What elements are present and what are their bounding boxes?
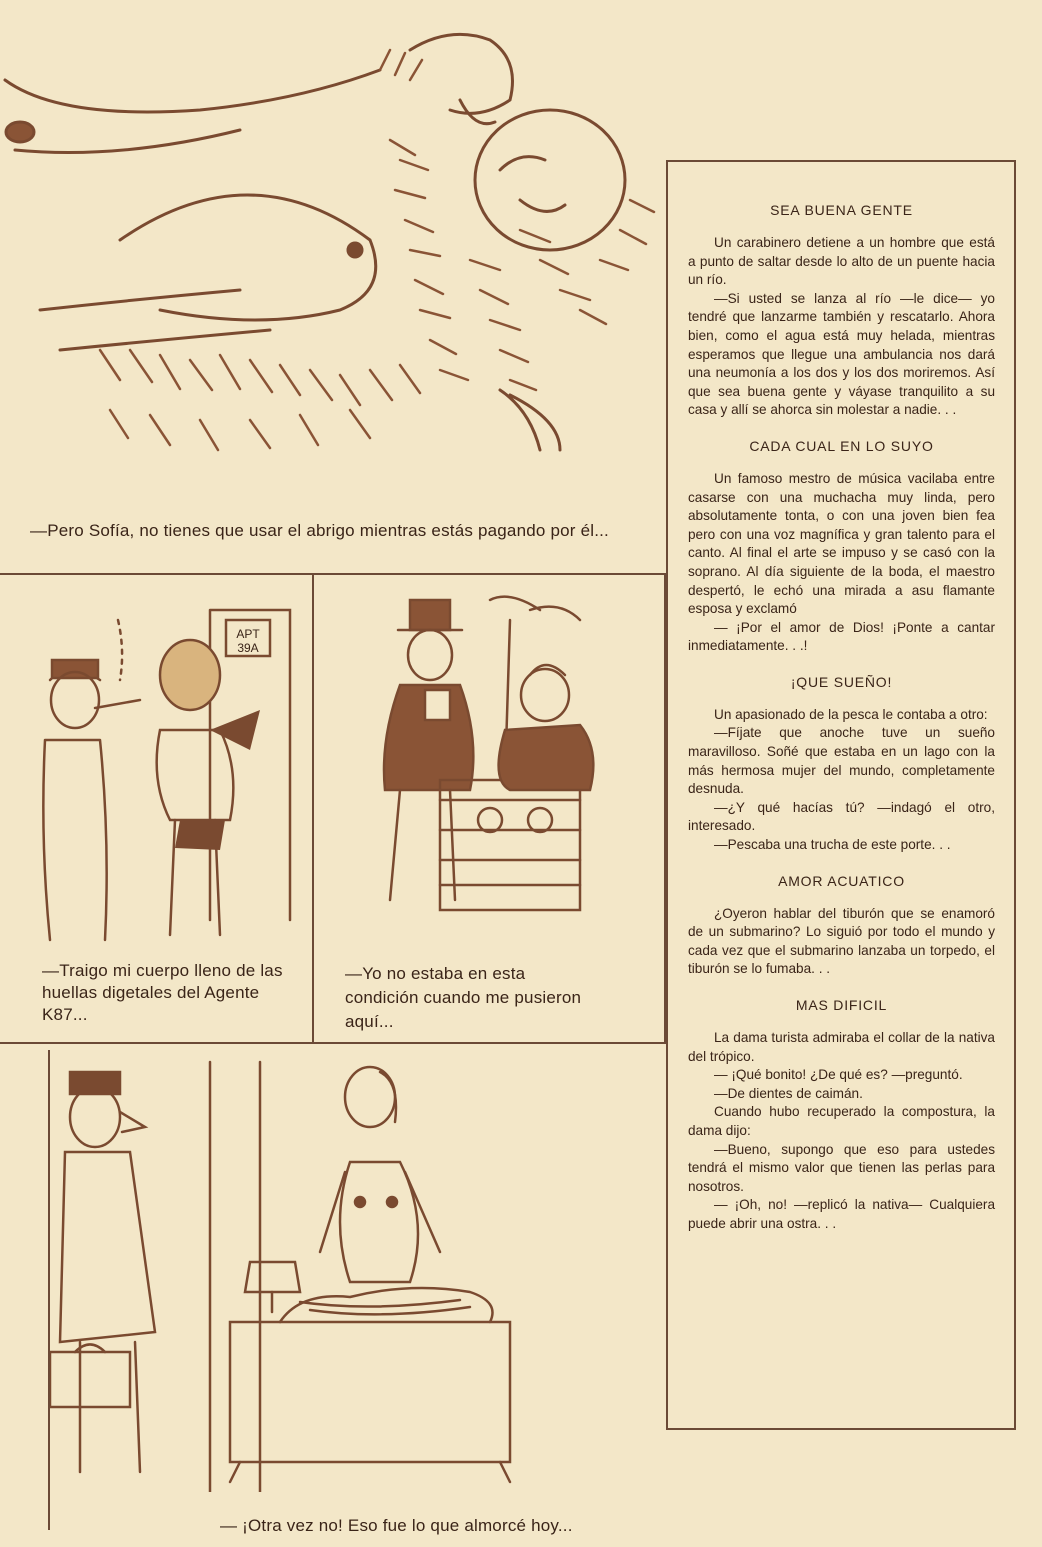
joke-paragraph: Un famoso mestro de música vacilaba entre casarse con una muchacha muy linda, pero absolutamente tonta, o con una joven bien fea pero con una voz magnífica y gran talento para el canto. Al final el arte se impuso y se casó con la soprano. Al día siguiente de la boda, el maestro despertó, le echó una mirada a asu flamante esposa y exclamó [688, 470, 995, 617]
joke-paragraph: Cuando hubo recuperado la compostura, la dama dijo: [688, 1104, 995, 1138]
panel-divider [0, 1042, 666, 1044]
joke-paragraph: —Bueno, supongo que eso para ustedes tendrá el mismo valor que tienen las perlas para nosotros. [688, 1141, 995, 1194]
joke-paragraph: — ¡Oh, no! —replicó la nativa— Cualquiera puede abrir una ostra. . . [688, 1197, 995, 1231]
jokes-list [688, 202, 995, 1252]
joke-paragraph: —¿Y qué hacías tú? —indagó el otro, interesado. [688, 799, 995, 834]
joke-paragraph: — ¡Qué bonito! ¿De qué es? —preguntó. [714, 1067, 963, 1083]
joke-paragraph: —De dientes de caimán. [714, 1085, 863, 1101]
joke-paragraph: ¿Oyeron hablar del tiburón que se enamoró de un submarino? Lo siguió por todo el mundo y cada vez que el submarino lanzaba un torpedo, el tiburón se lo fumaba. . . [688, 905, 995, 977]
joke-paragraph: — ¡Por el amor de Dios! ¡Ponte a cantar inmediatamente. . .! [688, 619, 995, 654]
joke-paragraph: La dama turista admiraba el collar de la nativa del trópico. [688, 1030, 995, 1064]
joke-paragraph: —Fíjate que anoche tuve un sueño maravilloso. Soñé que estaba en un lago con la más hermosa mujer del mundo, completamente desnuda. [688, 725, 995, 797]
joke-title: SEA BUENA GENTE [770, 202, 913, 218]
cartoon-bedroom-illustration [50, 1052, 650, 1492]
joke-paragraph: —Pescaba una trucha de este porte. . . [714, 837, 951, 853]
cartoon-3-caption: —Yo no estaba en esta condición cuando me pusieron aquí... [345, 964, 582, 1031]
panel-divider [0, 573, 666, 575]
joke-paragraph: Un carabinero detiene a un hombre que está a punto de saltar desde lo alto de un puente hacia un río. [688, 235, 995, 288]
joke-title: AMOR ACUATICO [778, 872, 905, 889]
cartoon-fur-coat-illustration [0, 10, 660, 500]
jokes-column [666, 160, 1016, 1430]
joke-item [688, 873, 995, 979]
apartment-door-sign [228, 627, 268, 655]
joke-item [688, 674, 995, 855]
joke-item [688, 202, 995, 420]
panel-divider [312, 573, 314, 1043]
cartoon-2-caption: —Traigo mi cuerpo lleno de las huellas digetales del Agente K87... [42, 961, 283, 1024]
joke-title: MAS DIFICIL [795, 997, 888, 1013]
joke-item [688, 997, 995, 1234]
joke-paragraph: —Si usted se lanza al río —le dice— yo tendré que lanzarme también y rescatarlo. Ahora bien, como el agua está muy helada, mientras esperamos que llegue una ambulancia nos dará una neumonía a los dos y los dos moriremos. Así que sea buena gente y váyase tranquilito a su casa y allí se ahorca sin molestar a nadie. . . [688, 290, 995, 418]
joke-title: CADA CUAL EN LO SUYO [749, 437, 934, 454]
cartoon-4-caption: — ¡Otra vez no! Eso fue lo que almorcé hoy... [220, 1516, 573, 1535]
joke-paragraph: Un apasionado de la pesca le contaba a otro: [714, 706, 988, 722]
joke-title: ¡QUE SUEÑO! [790, 673, 893, 690]
cartoon-1-caption: —Pero Sofía, no tienes que usar el abrigo mientras estás pagando por él... [30, 521, 609, 540]
joke-item [688, 438, 995, 656]
cartoon-pilgrim-stocks-illustration [330, 580, 650, 950]
door-sign-text: APT 39A [236, 627, 260, 655]
